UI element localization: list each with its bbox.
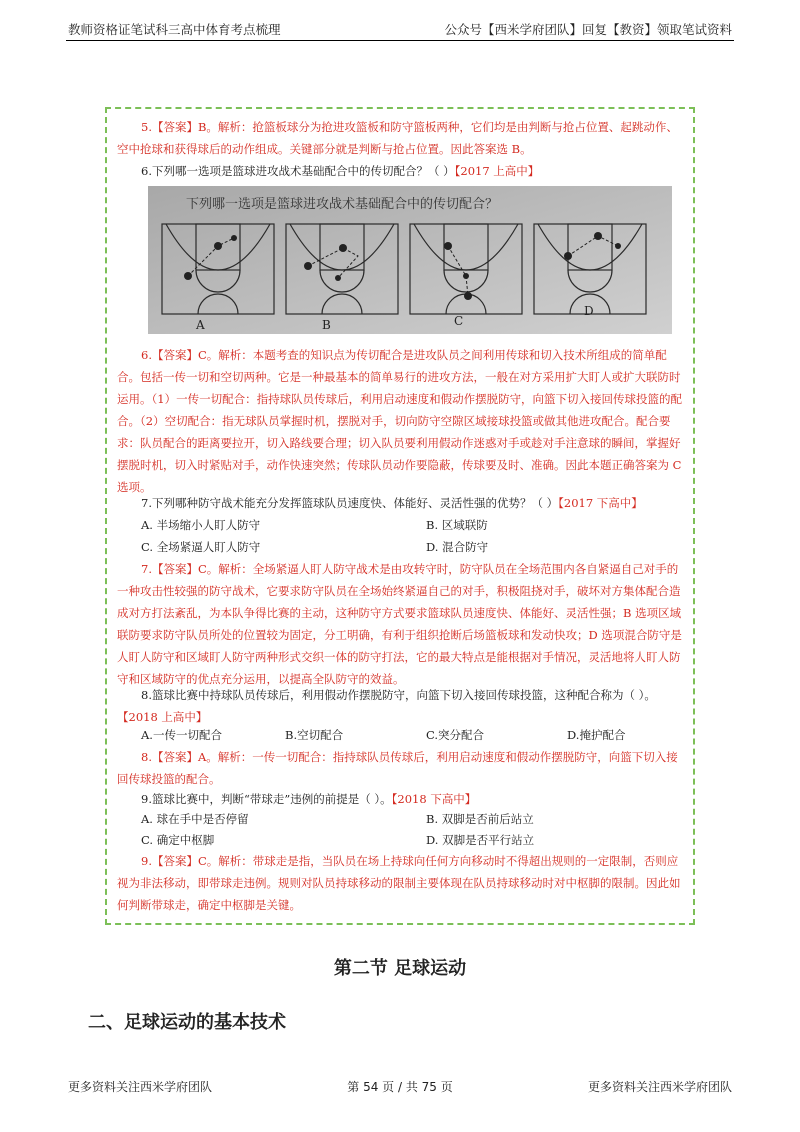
q7-tag: 【2017 下高中】 bbox=[558, 496, 643, 510]
q9-option-b: B. 双脚是否前后站立 bbox=[426, 812, 534, 826]
q8-option-c: C.突分配合 bbox=[426, 728, 485, 742]
q7-answer: 7.【答案】C。解析：全场紧逼人盯人防守战术是由攻转守时，防守队员在全场范围内各自紧逼自己对手的一种攻击性较强的防守战术，它要求防守队员在全场始终紧逼自己的对手，积极阻挠对手，破坏对方集体配合造成对方打法紊乱，为本队争得比赛的主动，这种防守方式要求篮球队员速度快、体能好、灵活性强；B 选项区域联防要求防守队员所处的位置较为固定，分工明确，有利于组织抢断后场篮板球和发动快攻；D 选项混合防守是人盯人防守和区域盯人防守两种形式交织一体的防守打法，它的最大特点是能根据对手情况，灵活地将人盯人防守和区域防守的优点充分运用，以提高全队防守的效益。 bbox=[117, 562, 682, 686]
q9-option-c: C. 确定中枢脚 bbox=[141, 833, 215, 847]
q9-stem: 9.篮球比赛中，判断“带球走”违例的前提是（ ）。 bbox=[141, 792, 392, 806]
page-number: 第 54 页 / 共 75 页 bbox=[347, 1080, 453, 1094]
page-header bbox=[68, 20, 732, 42]
q8-option-d: D.掩护配合 bbox=[567, 728, 626, 742]
header-right-text: 公众号【西米学府团队】回复【教资】领取笔试资料 bbox=[444, 22, 732, 37]
photo-label-d: D bbox=[584, 304, 594, 318]
q7-option-c: C. 全场紧逼人盯人防守 bbox=[141, 540, 261, 554]
photo-caption: 下列哪一选项是篮球进攻战术基础配合中的传切配合？ bbox=[186, 197, 499, 212]
q5-answer: 5.【答案】B。解析：抢篮板球分为抢进攻篮板和防守篮板两种，它们均是由判断与抢占位置、起跳动作、空中抢球和获得球后的动作组成。关键部分就是判断与抢占位置。因此答案选 B。 bbox=[117, 120, 678, 156]
photo-label-a: A bbox=[196, 318, 205, 332]
q9-question bbox=[117, 788, 688, 810]
q9-option-d: D. 双脚是否平行站立 bbox=[426, 833, 535, 847]
photo-label-c: C bbox=[454, 314, 464, 328]
q6-tag: 【2017 上高中】 bbox=[454, 164, 540, 178]
q8-option-a: A.一传一切配合 bbox=[141, 728, 222, 742]
q9-answer: 9.【答案】C。解析：带球走是指，当队员在场上持球向任何方向移动时不得超出规则的一定限制，否则应视为非法移动，即带球走违例。规则对队员持球移动的限制主要体现在队员持球移动时对中枢脚的限制。因此如何判断带球走，确定中枢脚是关键。 bbox=[117, 854, 681, 912]
q9-option-a: A. 球在手中是否停留 bbox=[141, 812, 249, 826]
q7-question bbox=[117, 492, 688, 514]
q8-answer: 8.【答案】A。解析：一传一切配合：指持球队员传球后，利用启动速度和假动作摆脱防守，向篮下切入接回传球投篮的配合。 bbox=[117, 750, 678, 786]
q9-tag: 【2018 下高中】 bbox=[391, 792, 477, 806]
q7-option-a: A. 半场缩小人盯人防守 bbox=[141, 518, 261, 532]
q7-option-d: D. 混合防守 bbox=[426, 540, 489, 554]
subsection-title: 二、足球运动的基本技术 bbox=[88, 1012, 286, 1033]
q7-option-b: B. 区域联防 bbox=[426, 518, 488, 532]
q8-stem: 8.篮球比赛中持球队员传球后，利用假动作摆脱防守，向篮下切入接回传球投篮，这种配合称为（ ）。 bbox=[141, 688, 656, 702]
q7-stem: 7.下列哪种防守战术能充分发挥篮球队员速度快、体能好、灵活性强的优势？（ ） bbox=[141, 496, 559, 510]
q6-question bbox=[117, 160, 688, 182]
footer-right-text: 更多资料关注西米学府团队 bbox=[587, 1080, 732, 1094]
header-divider bbox=[66, 40, 734, 41]
q6-stem: 6.下列哪一选项是篮球进攻战术基础配合中的传切配合？（ ） bbox=[141, 164, 455, 178]
photo-label-b: B bbox=[322, 318, 331, 332]
basketball-diagram-photo bbox=[148, 186, 672, 334]
section-title: 第二节 足球运动 bbox=[333, 958, 467, 979]
q6-answer: 6.【答案】C。解析：本题考查的知识点为传切配合是进攻队员之间利用传球和切入技术所组成的简单配合。包括一传一切和空切两种。它是一种最基本的简单易行的进攻方法，一般在对方采用扩大盯人或扩大联防时运用。（1）一传一切配合：指持球队员传球后，利用启动速度和假动作摆脱防守，向篮下切入接回传球投篮的配合。（2）空切配合：指无球队员掌握时机，摆脱对手，切向防守空隙区域接球投篮或做其他进攻配合。配合要求：队员配合的距离要拉开，切入路线要合理；切入队员要利用假动作迷惑对手或趁对手注意球的瞬间，掌握好摆脱时机，切入时紧贴对手，动作快速突然；传球队员动作要隐蔽，传球要及时、准确。因此本题正确答案为 C 选项。 bbox=[117, 348, 683, 494]
header-left-text: 教师资格证笔试科三高中体育考点梳理 bbox=[68, 22, 281, 37]
q8-question bbox=[117, 684, 688, 728]
q8-option-b: B.空切配合 bbox=[285, 728, 344, 742]
q8-tag: 【2018 上高中】 bbox=[117, 710, 208, 724]
footer-left-text: 更多资料关注西米学府团队 bbox=[68, 1080, 213, 1094]
